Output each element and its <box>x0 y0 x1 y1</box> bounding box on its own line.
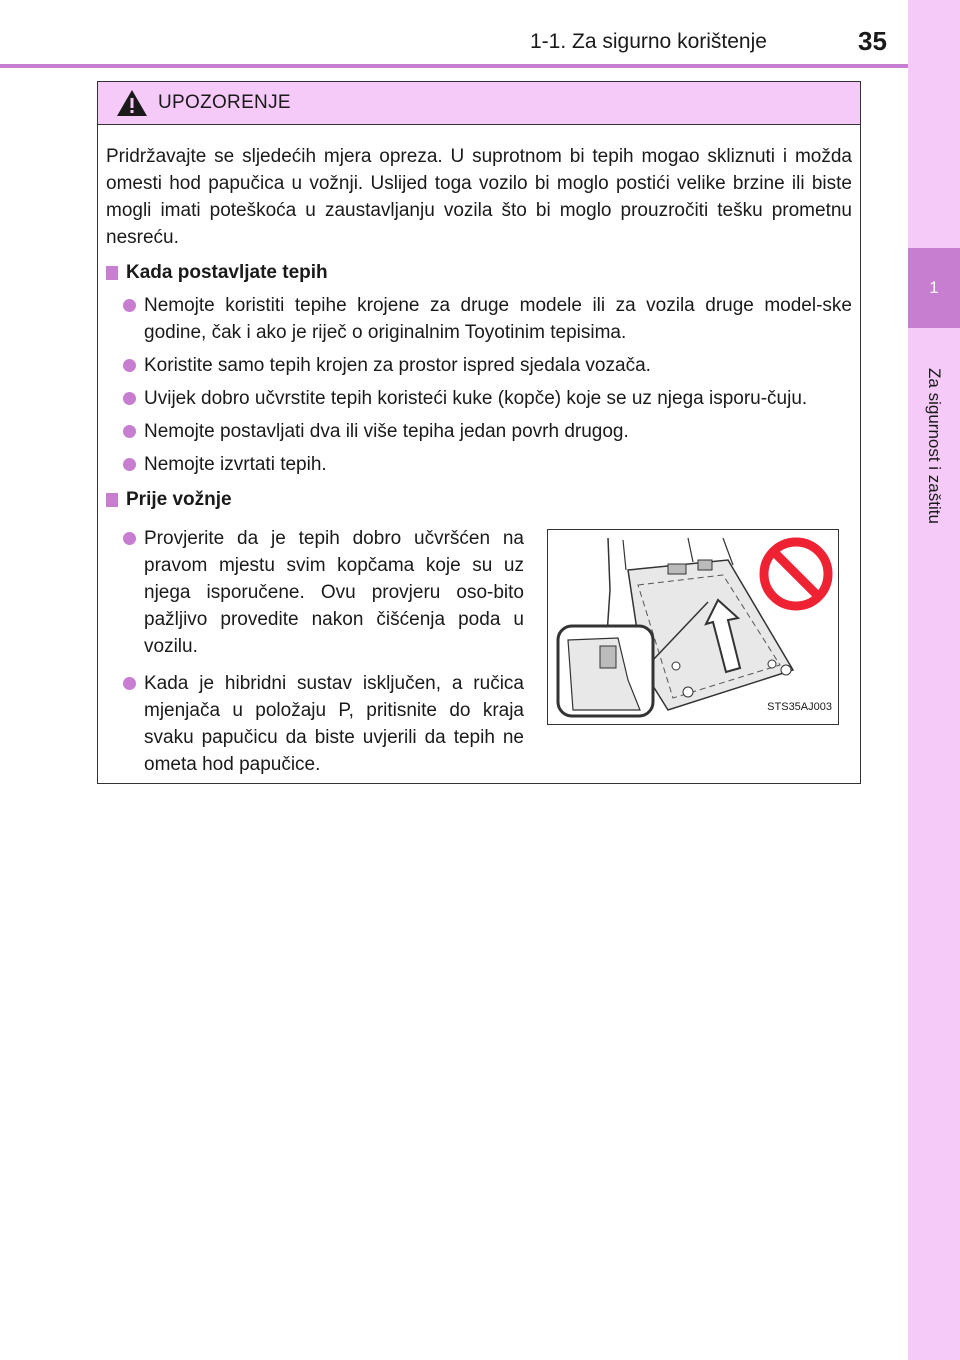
list-item <box>106 525 524 660</box>
chapter-number: 1 <box>929 278 939 297</box>
list-item <box>106 418 852 445</box>
list-item-text: Nemojte postavljati dva ili više tepiha jedan povrh drugog. <box>144 421 629 442</box>
round-bullet-icon <box>123 458 136 471</box>
square-bullet-icon <box>106 493 118 507</box>
section-heading-placing-mat <box>106 259 852 286</box>
section-heading-before-driving <box>106 486 852 513</box>
warning-header <box>98 82 860 125</box>
floor-mat-illustration <box>547 529 839 725</box>
section-heading-text: Kada postavljate tepih <box>126 262 328 283</box>
list-item-text: Nemojte izvrtati tepih. <box>144 454 327 475</box>
list-item <box>106 451 852 478</box>
chapter-side-strip <box>908 0 960 1360</box>
section-heading-text: Prije vožnje <box>126 489 232 510</box>
round-bullet-icon <box>123 532 136 545</box>
list-item-text: Koristite samo tepih krojen za prostor ispred sjedala vozača. <box>144 355 651 376</box>
list-item-text: Provjerite da je tepih dobro učvršćen na pravom mjestu svim kopčama koje su uz njega isporučene. Ovu provjeru oso-bito pažljivo provedite nakon čišćenja poda u vozilu. <box>144 528 524 657</box>
warning-content <box>98 125 860 788</box>
square-bullet-icon <box>106 266 118 280</box>
list-item-text: Nemojte koristiti tepihe krojene za druge modele ili za vozila druge model-ske godine, čak i ako je riječ o originalnim Toyotinim tepisima. <box>144 295 852 343</box>
list-item-text: Uvijek dobro učvrstite tepih koristeći kuke (kopče) koje se uz njega isporu-čuju. <box>144 388 808 409</box>
prohibited-icon <box>764 542 828 606</box>
warning-triangle-icon <box>116 89 148 117</box>
list-item <box>106 352 852 379</box>
round-bullet-icon <box>123 392 136 405</box>
header-section-title: 1-1. Za sigurno korištenje <box>530 30 767 53</box>
warning-title: UPOZORENJE <box>158 92 291 113</box>
chapter-label: Za sigurnost i zaštitu <box>925 368 944 524</box>
before-driving-block <box>106 525 852 788</box>
chapter-tab[interactable] <box>908 248 960 328</box>
list-item <box>106 385 852 412</box>
page-number: 35 <box>858 26 887 56</box>
list-item <box>106 670 524 778</box>
list-item <box>106 292 852 346</box>
header-rule <box>0 64 908 68</box>
warning-intro: Pridržavajte se sljedećih mjera opreza. U suprotnom bi tepih mogao skliznuti i možda omesti hod papučica u vožnji. Uslijed toga vozilo bi moglo postići velike brzine ili biste mogli imati poteškoća u zaustavljanju vozila što bi moglo prouzročiti tešku prometnu nesreću. <box>106 146 852 248</box>
round-bullet-icon <box>123 425 136 438</box>
round-bullet-icon <box>123 299 136 312</box>
round-bullet-icon <box>123 677 136 690</box>
figure-code: STS35AJ003 <box>767 701 832 713</box>
warning-box <box>97 81 861 784</box>
round-bullet-icon <box>123 359 136 372</box>
before-driving-text <box>106 525 524 788</box>
list-item-text: Kada je hibridni sustav isključen, a ručica mjenjača u položaju P, pritisnite do kraja svaku papučicu da biste uvjerili da tepih ne ometa hod papučice. <box>144 673 524 775</box>
